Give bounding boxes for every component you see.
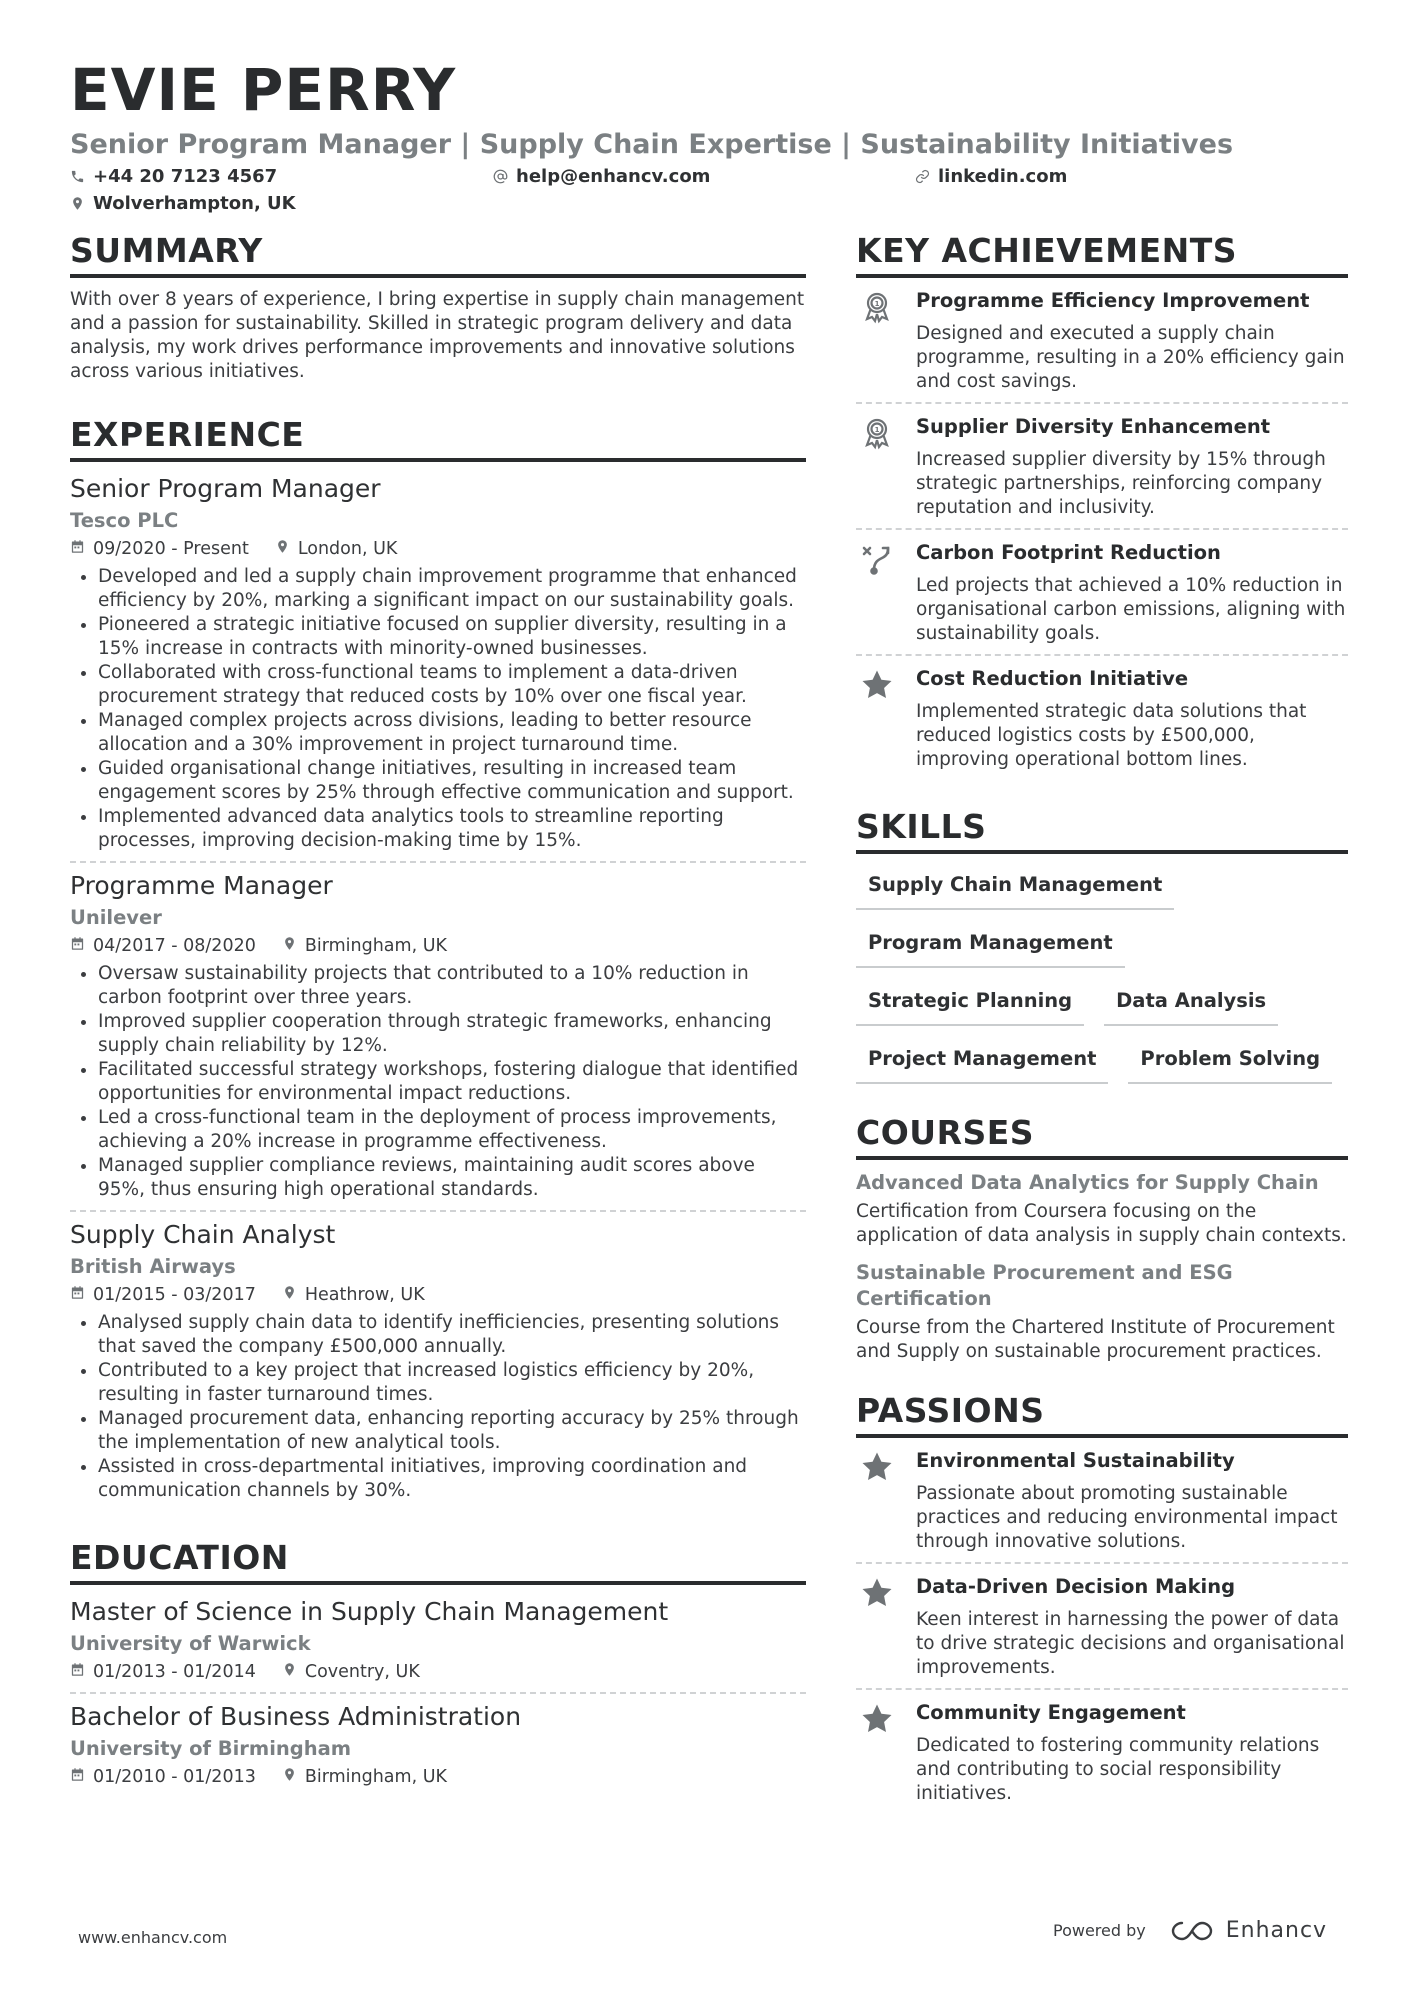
date-range — [70, 1765, 256, 1789]
bullet-item: • Improved supplier cooperation through strategic frameworks, enhancing supply chain reliability by 12%. — [98, 1010, 806, 1058]
job-title: Supply Chain Analyst — [70, 1220, 336, 1249]
skill-tag: Supply Chain Management — [856, 864, 1174, 910]
skill-tag: Program Management — [856, 922, 1125, 968]
location-text: Birmingham, UK — [304, 1767, 447, 1787]
contact-info — [70, 166, 1350, 222]
date-text: 01/2013 - 01/2014 — [93, 1662, 256, 1682]
email-text: help@enhancv.com — [516, 166, 711, 187]
entry-description: Dedicated to fostering community relations and contributing to social responsibility initiatives. — [916, 1735, 1320, 1804]
company-name: Tesco PLC — [70, 509, 179, 532]
bullet-item: • Analysed supply chain data to identify inefficiencies, presenting solutions that saved the company £500,000 annually. — [98, 1311, 806, 1359]
passions-list — [856, 1438, 1348, 1814]
achievement-bullets — [70, 962, 806, 1202]
location — [275, 537, 398, 561]
bullet-item: • Oversaw sustainability projects that contributed to a 10% reduction in carbon footprint over three years. — [98, 962, 806, 1010]
star-icon — [856, 1574, 898, 1680]
courses-list — [856, 1170, 1348, 1364]
entry-description: Implemented strategic data solutions that reduced logistics costs by £500,000, improving operational bottom lines. — [916, 701, 1307, 770]
linkedin-text: linkedin.com — [938, 166, 1068, 187]
entry-title: Data-Driven Decision Making — [916, 1575, 1236, 1598]
degree-title: Master of Science in Supply Chain Management — [70, 1597, 669, 1626]
date-text: 01/2015 - 03/2017 — [93, 1285, 256, 1305]
passions-entry — [856, 1438, 1348, 1562]
date-text: 09/2020 - Present — [93, 539, 249, 559]
company-name: Unilever — [70, 906, 162, 929]
at-sign-icon — [493, 169, 508, 184]
entry-body — [916, 414, 1348, 520]
experience-list — [70, 472, 806, 1511]
left-column — [70, 230, 806, 1797]
award-ribbon-icon — [856, 414, 898, 520]
course-description: Certification from Coursera focusing on the application of data analysis in supply chain contexts. — [856, 1201, 1347, 1246]
brand-logo[interactable] — [1170, 1918, 1327, 1943]
meta-row — [70, 1283, 806, 1307]
phone-text: +44 20 7123 4567 — [93, 166, 278, 187]
summary-text: With over 8 years of experience, I bring expertise in supply chain management and a passion for sustainability. Skilled in strategic program delivery and data analysis, my work drives performance improvements and innovative solutions across various initiatives. — [70, 289, 805, 382]
entry-title: Environmental Sustainability — [916, 1449, 1235, 1472]
star-icon — [856, 1700, 898, 1806]
course-title: Advanced Data Analytics for Supply Chain — [856, 1171, 1319, 1194]
bullet-item: • Managed procurement data, enhancing reporting accuracy by 25% through the implementation of new analytical tools. — [98, 1407, 806, 1455]
location-pin-icon — [282, 934, 297, 958]
contact-phone[interactable] — [70, 166, 277, 187]
bullet-item: • Contributed to a key project that increased logistics efficiency by 20%, resulting in faster turnaround times. — [98, 1359, 806, 1407]
entry-body — [916, 1574, 1348, 1680]
job-title: Programme Manager — [70, 871, 333, 900]
passions-heading: PASSIONS — [856, 1390, 1348, 1438]
meta-row — [70, 934, 806, 958]
location-text: Coventry, UK — [304, 1662, 420, 1682]
entry-description: Passionate about promoting sustainable practices and reducing environmental impact through innovative solutions. — [916, 1483, 1338, 1552]
bullet-item: • Developed and led a supply chain improvement programme that enhanced efficiency by 20%, marking a significant impact on our sustainability goals. — [98, 565, 806, 613]
experience-heading: EXPERIENCE — [70, 414, 806, 462]
school-name: University of Warwick — [70, 1632, 311, 1655]
company-name: British Airways — [70, 1255, 236, 1278]
achievements-entry — [856, 654, 1348, 780]
experience-entry — [70, 861, 806, 1210]
bullet-item: • Implemented advanced data analytics tools to streamline reporting processes, improving decision-making time by 15%. — [98, 805, 806, 853]
skills-list — [856, 864, 1348, 1084]
entry-description: Designed and executed a supply chain programme, resulting in a 20% efficiency gain and cost savings. — [916, 323, 1345, 392]
powered-by-text: Powered by — [1053, 1921, 1146, 1940]
achievement-bullets — [70, 565, 806, 853]
entry-body — [916, 540, 1348, 646]
skills-heading: SKILLS — [856, 806, 1348, 854]
experience-entry — [70, 1210, 806, 1511]
candidate-name: EVIE PERRY — [70, 56, 457, 124]
date-range — [70, 1283, 256, 1307]
location-pin-icon — [70, 196, 85, 211]
location — [282, 1283, 425, 1307]
entry-title: Programme Efficiency Improvement — [916, 289, 1310, 312]
meta-row — [70, 1660, 806, 1684]
summary-heading: SUMMARY — [70, 230, 806, 278]
link-icon — [915, 169, 930, 184]
award-ribbon-icon — [856, 288, 898, 394]
svg-text:1: 1 — [874, 426, 880, 434]
bullet-item: • Collaborated with cross-functional teams to implement a data-driven procurement strategy that reduced costs by 10% over one fiscal year. — [98, 661, 806, 709]
education-entry — [70, 1595, 806, 1692]
entry-title: Supplier Diversity Enhancement — [916, 415, 1271, 438]
svg-text:1: 1 — [874, 300, 880, 308]
entry-description: Keen interest in harnessing the power of data to drive strategic decisions and organisational improvements. — [916, 1609, 1345, 1678]
bullet-item: • Pioneered a strategic initiative focused on supplier diversity, resulting in a 15% increase in contracts with minority-owned businesses. — [98, 613, 806, 661]
location — [282, 1660, 420, 1684]
bullet-item: • Managed complex projects across divisions, leading to better resource allocation and a 30% improvement in project turnaround time. — [98, 709, 806, 757]
bullet-item: • Facilitated successful strategy workshops, fostering dialogue that identified opportunities for environmental impact reductions. — [98, 1058, 806, 1106]
date-text: 01/2010 - 01/2013 — [93, 1767, 256, 1787]
skill-tag: Data Analysis — [1104, 980, 1278, 1026]
right-column — [856, 230, 1348, 1814]
entry-title: Cost Reduction Initiative — [916, 667, 1189, 690]
experience-entry — [70, 472, 806, 861]
location-text: Heathrow, UK — [304, 1285, 425, 1305]
location — [282, 934, 447, 958]
location-pin-icon — [275, 537, 290, 561]
star-icon — [856, 1448, 898, 1554]
location-pin-icon — [282, 1660, 297, 1684]
entry-body — [916, 666, 1348, 772]
contact-email[interactable] — [493, 166, 710, 187]
calendar-icon — [70, 1283, 85, 1307]
brand-name: Enhancv — [1225, 1918, 1328, 1943]
location-text: Birmingham, UK — [304, 936, 447, 956]
star-icon — [856, 666, 898, 772]
calendar-icon — [70, 537, 85, 561]
date-range — [70, 1660, 256, 1684]
education-heading: EDUCATION — [70, 1537, 806, 1585]
passions-entry — [856, 1562, 1348, 1688]
footer-branding — [1053, 1918, 1327, 1943]
course-entry — [856, 1170, 1348, 1248]
location — [282, 1765, 447, 1789]
entry-description: Increased supplier diversity by 15% through strategic partnerships, reinforcing company reputation and inclusivity. — [916, 449, 1326, 518]
entry-body — [916, 288, 1348, 394]
achievements-entry — [856, 278, 1348, 402]
phone-icon — [70, 169, 85, 184]
courses-heading: COURSES — [856, 1112, 1348, 1160]
achievements-heading: KEY ACHIEVEMENTS — [856, 230, 1348, 278]
achievements-entry — [856, 528, 1348, 654]
achievement-bullets — [70, 1311, 806, 1503]
calendar-icon — [70, 1765, 85, 1789]
bullet-item: • Managed supplier compliance reviews, maintaining audit scores above 95%, thus ensuring high operational standards. — [98, 1154, 806, 1202]
date-text: 04/2017 - 08/2020 — [93, 936, 256, 956]
school-name: University of Birmingham — [70, 1737, 352, 1760]
education-list — [70, 1595, 806, 1797]
location-pin-icon — [282, 1765, 297, 1789]
location-pin-icon — [282, 1283, 297, 1307]
course-description: Course from the Chartered Institute of Procurement and Supply on sustainable procurement practices. — [856, 1317, 1335, 1362]
passions-entry — [856, 1688, 1348, 1814]
calendar-icon — [70, 934, 85, 958]
entry-body — [916, 1448, 1348, 1554]
headline: Senior Program Manager | Supply Chain Expertise | Sustainability Initiatives — [70, 129, 1234, 160]
achievements-entry — [856, 402, 1348, 528]
date-range — [70, 934, 256, 958]
skill-tag: Strategic Planning — [856, 980, 1084, 1026]
date-range — [70, 537, 249, 561]
entry-description: Led projects that achieved a 10% reduction in organisational carbon emissions, aligning with sustainability goals. — [916, 575, 1346, 644]
education-entry — [70, 1692, 806, 1797]
entry-body — [916, 1700, 1348, 1806]
footer-website[interactable]: www.enhancv.com — [78, 1928, 228, 1947]
degree-title: Bachelor of Business Administration — [70, 1702, 522, 1731]
bullet-item: • Led a cross-functional team in the deployment of process improvements, achieving a 20% increase in programme effectiveness. — [98, 1106, 806, 1154]
bullet-item: • Guided organisational change initiatives, resulting in increased team engagement scores by 25% through effective communication and support. — [98, 757, 806, 805]
location-text: Wolverhampton, UK — [93, 193, 296, 214]
bullet-item: • Assisted in cross-departmental initiatives, improving coordination and communication channels by 30%. — [98, 1455, 806, 1503]
meta-row — [70, 1765, 806, 1789]
skill-tag: Project Management — [856, 1038, 1108, 1084]
skill-tag: Problem Solving — [1128, 1038, 1332, 1084]
course-entry — [856, 1260, 1348, 1364]
meta-row — [70, 537, 806, 561]
calendar-icon — [70, 1660, 85, 1684]
entry-title: Community Engagement — [916, 1701, 1186, 1724]
route-path-icon — [856, 540, 898, 646]
location-text: London, UK — [297, 539, 398, 559]
contact-location — [70, 193, 296, 214]
contact-linkedin[interactable] — [915, 166, 1067, 187]
enhancv-logo-icon — [1170, 1919, 1216, 1943]
job-title: Senior Program Manager — [70, 474, 381, 503]
course-title: Sustainable Procurement and ESG Certification — [856, 1261, 1233, 1310]
resume-header — [70, 56, 1350, 222]
achievements-list — [856, 278, 1348, 780]
entry-title: Carbon Footprint Reduction — [916, 541, 1221, 564]
